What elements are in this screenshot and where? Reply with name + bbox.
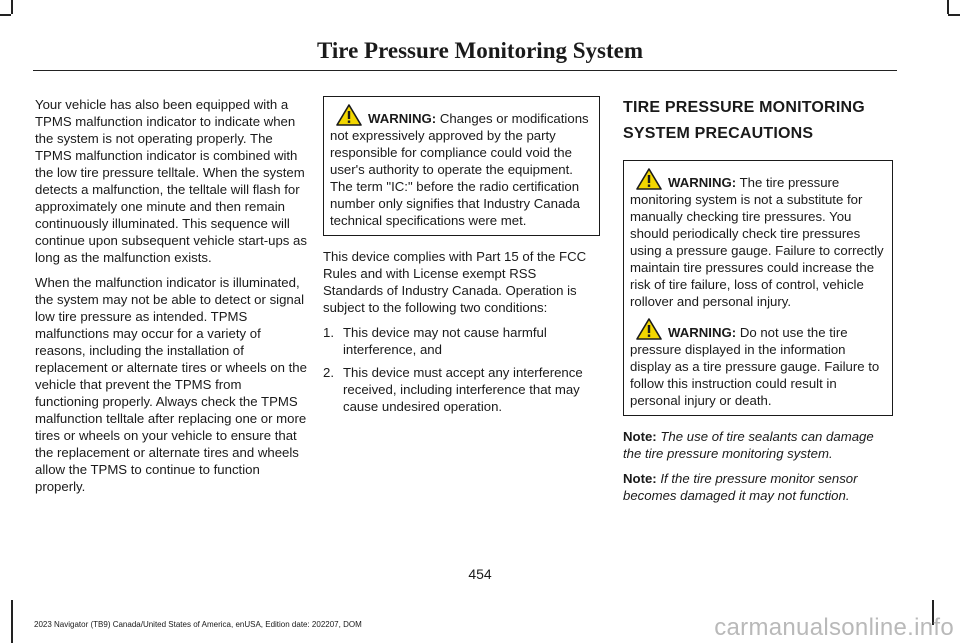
column-right [623,96,893,512]
note-label: Note: [623,471,657,486]
section-heading-line1: TIRE PRESSURE MONITORING [623,99,865,116]
warning-box-modifications [323,96,600,236]
watermark: carmanualsonline.info [714,614,954,641]
note-sensor [623,470,893,504]
warning-icon [336,104,362,126]
list-item-text: This device must accept any interference received, including interference that may cause undesired operation. [343,365,583,414]
warning-box-precautions [623,160,893,416]
column-middle [323,96,600,421]
note-sealants [623,428,893,462]
page-number: 454 [468,566,492,582]
list-item [323,364,600,415]
crop-mark [11,0,13,14]
crop-mark [0,14,11,16]
warning-label: WARNING: [368,111,437,126]
paragraph-malfunction-indicator: Your vehicle has also been equipped with a TPMS malfunction indicator to indicate when the system is not operating properly. The TPMS malfunction indicator is combined with the low tire pressure telltale. When the system detects a malfunction, the telltale will flash for approximately one minute and then remain continuously illuminated. This sequence will continue upon subsequent vehicle start-ups as long as the malfunction exists. [35,97,307,265]
list-item [323,324,600,358]
page-title: Tire Pressure Monitoring System [316,38,644,63]
warning-text: Changes or modifications not expressively approved by the party responsible for compliance could void the user's authority to operate the equipment. The term "IC:" before the radio certification number only signifies that Industry Canada technical specifications were met. [330,111,589,228]
title-rule [33,70,897,71]
section-heading-line2: SYSTEM PRECAUTIONS [623,125,814,142]
warning-item [630,318,886,409]
section-heading [623,96,893,146]
note-text: The use of tire sealants can damage the tire pressure monitoring system. [623,429,874,461]
column-left [35,96,307,503]
warning-label: WARNING: [668,325,737,340]
note-label: Note: [623,429,657,444]
paragraph-fcc: This device complies with Part 15 of the FCC Rules and with License exempt RSS Standards of Industry Canada. Operation is subject to the following two conditions: [323,249,587,315]
warning-text: The tire pressure monitoring system is not a substitute for manually checking tire pressures. You should periodically check tire pressures using a pressure gauge. Failure to correctly maintain tire pressures could increase the risk of tire failure, loss of control, vehicle rollover and personal injury. [630,175,884,309]
warning-label: WARNING: [668,175,737,190]
note-text: If the tire pressure monitor sensor becomes damaged it may not function. [623,471,858,503]
warning-icon [636,318,662,340]
paragraph-malfunction-illuminated: When the malfunction indicator is illuminated, the system may not be able to detect or signal low tire pressure as intended. TPMS malfunctions may occur for a variety of reasons, including the installation of replacement or alternate tires or wheels on the vehicle that prevent the TPMS from functioning properly. Always check the TPMS malfunction telltale after replacing one or more tires or wheels on your vehicle to ensure that the replacement or alternate tires and wheels allow the TPMS to continue to function properly. [35,275,307,494]
conditions-list [323,324,600,415]
crop-mark [947,0,949,14]
crop-mark [11,600,13,643]
warning-text: Do not use the tire pressure displayed in the information display as a tire pressure gauge. Failure to follow this instruction could result in personal injury or death. [630,325,880,408]
list-item-text: This device may not cause harmful interference, and [343,325,547,357]
list-item-number: 2. [323,365,334,380]
crop-mark [948,14,960,16]
edition-footer: 2023 Navigator (TB9) Canada/United States of America, enUSA, Edition date: 202207, DOM [34,620,362,629]
warning-item [630,168,886,310]
list-item-number: 1. [323,325,334,340]
warning-icon [636,168,662,190]
